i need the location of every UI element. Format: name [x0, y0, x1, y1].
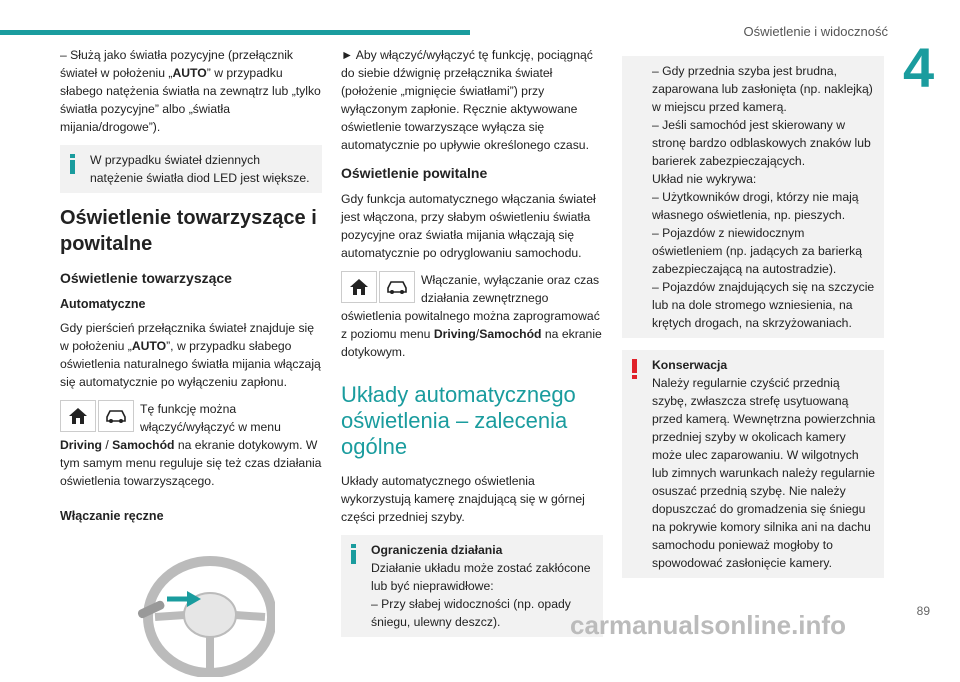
- systems-paragraph: Układy automatycznego oświetlenia wykorzystują kamerę znajdującą się w górnej części przedniej szyby.: [341, 474, 585, 524]
- chapter-number: 4: [903, 36, 935, 99]
- not-detect-label: Układ nie wykrywa:: [652, 172, 757, 186]
- limits-item: – Jeśli samochód jest skierowany w stronę bardzo odblaskowych znaków lub barierek zabezpieczających.: [652, 118, 871, 168]
- maintenance-title: Konserwacja: [652, 358, 728, 372]
- automatic-paragraph: Gdy pierścień przełącznika świateł znajduje się w położeniu „AUTO”, w przypadku słabego oświetlenia naturalnego światła mijania włączają się automatycznie po wyłączeniu zapłonu.: [60, 321, 321, 389]
- info-box-limits: [341, 535, 603, 637]
- limits-title: Ograniczenia działania: [371, 543, 503, 557]
- info-icon: [70, 154, 75, 174]
- column-1: [60, 46, 322, 682]
- page-number: 89: [916, 604, 930, 618]
- heading-welcome: Oświetlenie powitalne: [341, 165, 488, 181]
- limits-item: – Przy słabej widoczności (np. opady śniegu, ulewny deszcz).: [371, 597, 571, 629]
- limits-text: Działanie układu może zostać zakłócone lub być nieprawidłowe:: [371, 561, 591, 593]
- car-icon: [379, 271, 415, 303]
- welcome-paragraph: Gdy funkcja automatycznego włączania świateł jest włączona, przy słabym oświetleniu światła pozycyjne oraz światła mijania włączają się automatycznie po odryglowaniu samochodu.: [341, 192, 596, 260]
- section-title: Oświetlenie i widoczność: [743, 24, 888, 39]
- steering-wheel-illustration: [115, 537, 322, 682]
- info-box-limits-cont: [622, 56, 884, 338]
- header-accent-bar: [0, 30, 470, 35]
- heading-follow-me: Oświetlenie towarzyszące: [60, 270, 232, 286]
- home-icon: [60, 400, 96, 432]
- limits-item: – Pojazdów z niewidocznym oświetleniem (np. jadących za barierką zabezpieczającą na autostradzie).: [652, 226, 862, 276]
- menu-icons: [60, 400, 134, 432]
- warning-icon: [632, 359, 637, 379]
- welcome-menu-paragraph: Włączanie, wyłączanie oraz czas działania zewnętrznego oświetlenia powitalnego można zaprogramować z poziomu menu Driving/Samochód na ekranie dotykowym.: [341, 273, 602, 359]
- limits-item: – Użytkowników drogi, którzy nie mają własnego oświetlenia, np. pieszych.: [652, 190, 859, 222]
- column-2: [341, 46, 603, 649]
- info-box-led: W przypadku świateł dziennych natężenie światła diod LED jest większe.: [60, 145, 322, 193]
- heading-manual: Włączanie ręczne: [60, 509, 164, 523]
- intro-paragraph: – Służą jako światła pozycyjne (przełącznik świateł w położeniu „AUTO” w przypadku słabego natężenia światła na zewnątrz lub „tylko światła pozycyjne” albo „światła mijania/drogowe”).: [60, 48, 321, 134]
- menu-icons-2: [341, 271, 415, 303]
- warning-box-maintenance: [622, 350, 884, 578]
- watermark: carmanualsonline.info: [570, 610, 846, 640]
- heading-automatic: Automatyczne: [60, 297, 146, 311]
- manual-paragraph: ► Aby włączyć/wyłączyć tę funkcję, pociągnąć do siebie dźwignię przełącznika świateł (położenie „mignięcie światłami”) przy wyłączonym zapłonie. Ręcznie aktywowane oświetlenie towarzyszące wyłącza się automatycznie po upływie określonego czasu.: [341, 48, 593, 152]
- car-icon: [98, 400, 134, 432]
- limits-item: – Gdy przednia szyba jest brudna, zaparowana lub zasłonięta (np. naklejką) w miejscu przed kamerą.: [652, 64, 873, 114]
- maintenance-text: Należy regularnie czyścić przednią szybę, zwłaszcza strefę usytuowaną przed kamerą. Wewnętrzna powierzchnia przedniej szyby w okolicach kamery może ulec zaparowaniu. W wilgotnych lub zimnych warunkach należy regularnie osuszać przednią szybę. Nie należy dopuszczać do gromadzenia się śniegu na pokrywie komory silnika ani na dachu samochodu ponieważ mogłoby to spowodować zasłonięcie kamery.: [652, 376, 876, 570]
- column-3: [622, 46, 884, 590]
- heading-auto-systems: Układy automatycznego oświetlenia – zalecenia ogólne: [341, 382, 576, 459]
- info-icon: [351, 544, 356, 564]
- home-icon: [341, 271, 377, 303]
- heading-main: Oświetlenie towarzyszące i powitalne: [60, 207, 317, 255]
- automatic-menu-paragraph: Tę funkcję można włączyć/wyłączyć w menu Driving / Samochód na ekranie dotykowym. W tym samym menu reguluje się też czas działania oświetlenia towarzyszącego.: [60, 402, 322, 488]
- limits-item: – Pojazdów znajdujących się na szczycie lub na dole stromego wzniesienia, na krętych drogach, na skrzyżowaniach.: [652, 280, 875, 330]
